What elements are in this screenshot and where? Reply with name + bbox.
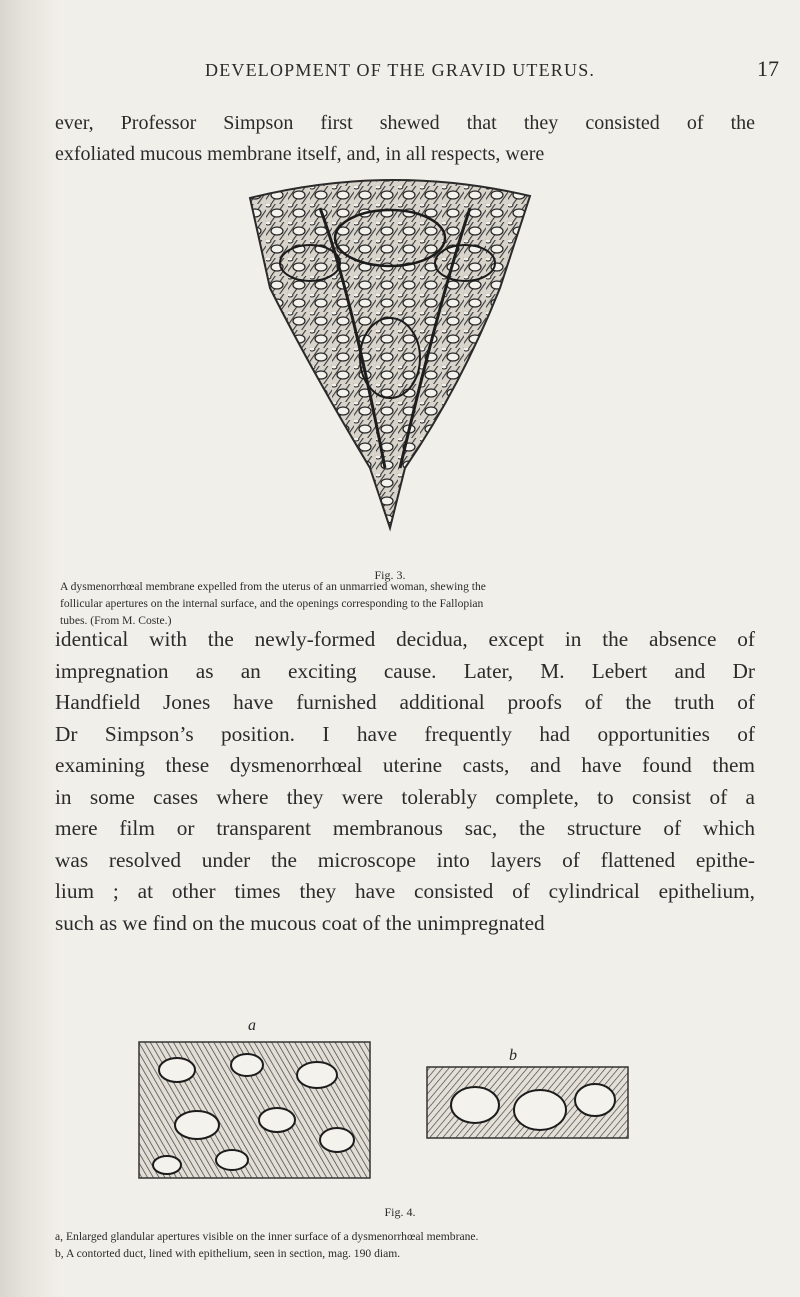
- text-line: impregnation as an exciting cause. Later, M. Lebert and Dr: [55, 658, 755, 683]
- caption-line: a, Enlarged glandular apertures visible on the inner surface of a dysmenorrhœal membrane.: [55, 1230, 479, 1243]
- figure-3-label: Fig. 3.: [374, 568, 406, 582]
- figure-4-panel-a: [137, 1040, 372, 1180]
- text-line: such as we find on the mucous coat of the unimpregnated: [55, 910, 545, 935]
- running-title: DEVELOPMENT OF THE GRAVID UTERUS.: [205, 60, 596, 80]
- paragraph-1: [55, 108, 755, 170]
- text-line: exfoliated mucous membrane itself, and, in all respects, were: [55, 143, 545, 165]
- text-line: examining these dysmenorrhœal uterine casts, and have found them: [55, 753, 755, 777]
- figure-4b-illustration: [425, 1065, 630, 1140]
- caption-line: follicular apertures on the internal surface, and the openings corresponding to the Fallopian: [60, 597, 484, 610]
- text-line: in some cases where they were tolerably complete, to consist of a: [55, 784, 755, 809]
- caption-line: A dysmenorrhœal membrane expelled from the uterus of an unmarried woman, shewing the: [60, 580, 486, 593]
- text-line: Handfield Jones have furnished additional proofs of the truth of: [55, 690, 755, 714]
- figure-3: [200, 168, 580, 582]
- text-line: was resolved under the microscope into layers of flattened epithe-: [55, 847, 755, 872]
- page-edge-shadow: [0, 0, 60, 1297]
- page-number: 17: [757, 56, 779, 81]
- figure-4-panel-a-letter: a: [248, 1017, 256, 1034]
- figure-3-caption: [60, 578, 750, 629]
- figure-4a-illustration: [137, 1040, 372, 1180]
- text-line: Dr Simpson’s position. I have frequently had opportunities of: [55, 721, 755, 746]
- page-header: [0, 56, 800, 86]
- figure-4-label: Fig. 4.: [384, 1205, 416, 1219]
- figure-4-caption: [55, 1228, 775, 1262]
- text-line: lium ; at other times they have consisted of cylindrical epithelium,: [55, 879, 755, 903]
- figure-4-panel-b: [425, 1065, 630, 1140]
- text-line: ever, Professor Simpson first shewed that they consisted of the: [55, 112, 755, 134]
- caption-line: tubes. (From M. Coste.): [60, 614, 172, 627]
- paragraph-2: [55, 624, 755, 939]
- text-line: mere film or transparent membranous sac, the structure of which: [55, 816, 755, 840]
- figure-3-illustration: [200, 168, 580, 558]
- text-line: identical with the newly-formed decidua, except in the absence of: [55, 627, 755, 651]
- caption-line: b, A contorted duct, lined with epithelium, seen in section, mag. 190 diam.: [55, 1247, 401, 1260]
- figure-4-panel-b-letter: b: [509, 1047, 517, 1064]
